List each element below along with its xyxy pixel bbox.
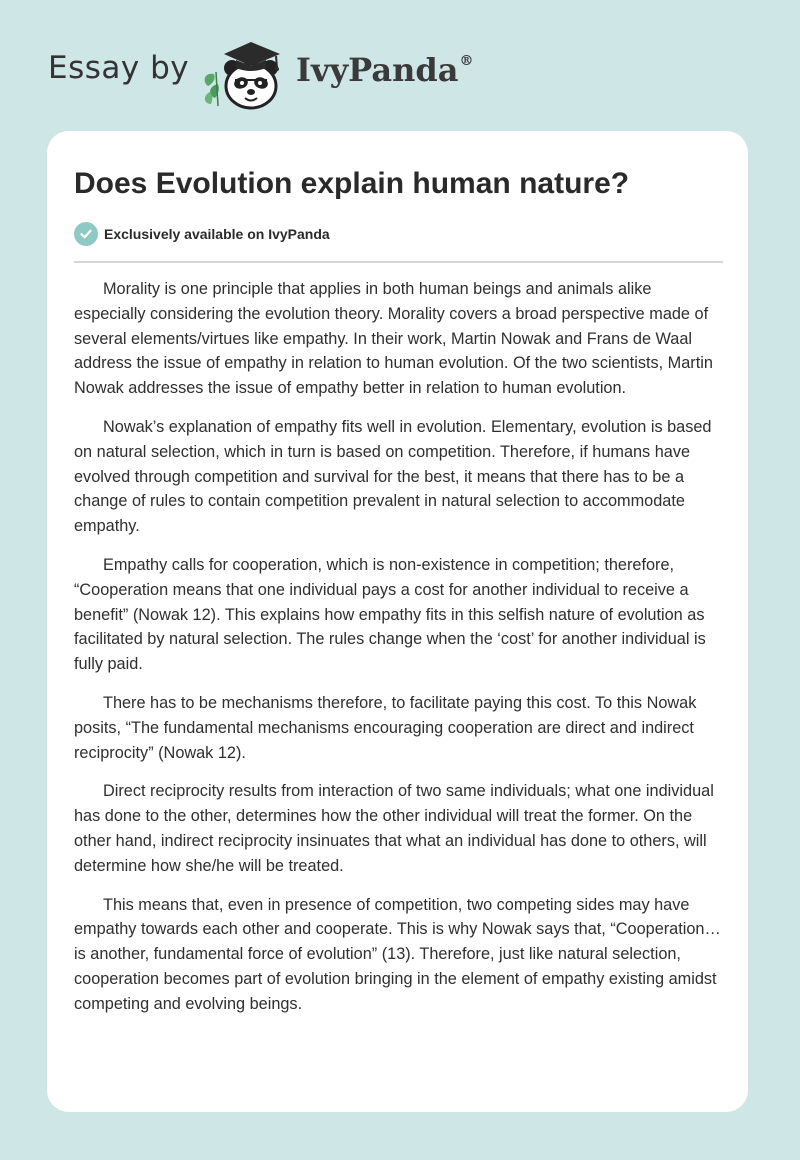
- brand-name-text: IvyPanda: [296, 51, 459, 89]
- paragraph: Empathy calls for cooperation, which is non-existence in competition; therefore, “Cooperation means that one individual pays a cost for another individual to receive a benefit” (Nowak 12). This explains how empathy fits in this selfish nature of evolution as facilitated by natural selection. The rules change when the ‘cost’ for another individual is fully paid.: [74, 555, 706, 674]
- panda-logo-icon[interactable]: [200, 34, 292, 112]
- essay-card: [47, 131, 748, 1112]
- essay-by-label: Essay by: [48, 50, 190, 86]
- exclusive-badge: [74, 222, 330, 246]
- ivy-leaf-icon: [205, 72, 219, 106]
- paragraph: Nowak’s explanation of empathy fits well in evolution. Elementary, evolution is based on natural selection, which in turn is based on competition. Therefore, if humans have evolved through competition and survival for the best, it means that there has to be a change of rules to contain competition prevalent in natural selection to accommodate empathy.: [74, 417, 712, 536]
- registered-mark: ®: [459, 53, 474, 69]
- essay-title: Does Evolution explain human nature?: [74, 167, 630, 200]
- paragraph: Direct reciprocity results from interaction of two same individuals; what one individual has done to the other, determines how the other individual will treat the former. On the other hand, indirect reciprocity insinuates that what an individual has done to others, will determine how she/he will be treated.: [74, 782, 714, 875]
- paragraph: There has to be mechanisms therefore, to facilitate paying this cost. To this Nowak posits, “The fundamental mechanisms encouraging cooperation are direct and indirect reciprocity” (Nowak 12).: [74, 693, 697, 762]
- site-header: [0, 0, 800, 130]
- title-divider: [74, 261, 723, 263]
- paragraph: This means that, even in presence of competition, two competing sides may have empathy towards each other and cooperate. This is why Nowak says that, “Cooperation…is another, fundamental force of evolution” (13). Therefore, just like natural selection, cooperation becomes part of evolution bringing in the element of empathy existing amidst competing and evolving beings.: [74, 895, 721, 1013]
- paragraph: Morality is one principle that applies in both human beings and animals alike especially considering the evolution theory. Morality covers a broad perspective made of several elements/virtues like empathy. In their work, Martin Nowak and Frans de Waal address the issue of empathy in relation to human evolution. Of the two scientists, Martin Nowak addresses the issue of empathy better in relation to human evolution.: [74, 280, 713, 398]
- check-circle-icon: [74, 222, 98, 246]
- exclusive-badge-label: Exclusively available on IvyPanda: [104, 226, 330, 242]
- brand-name[interactable]: [296, 51, 473, 89]
- essay-body: [74, 277, 726, 1031]
